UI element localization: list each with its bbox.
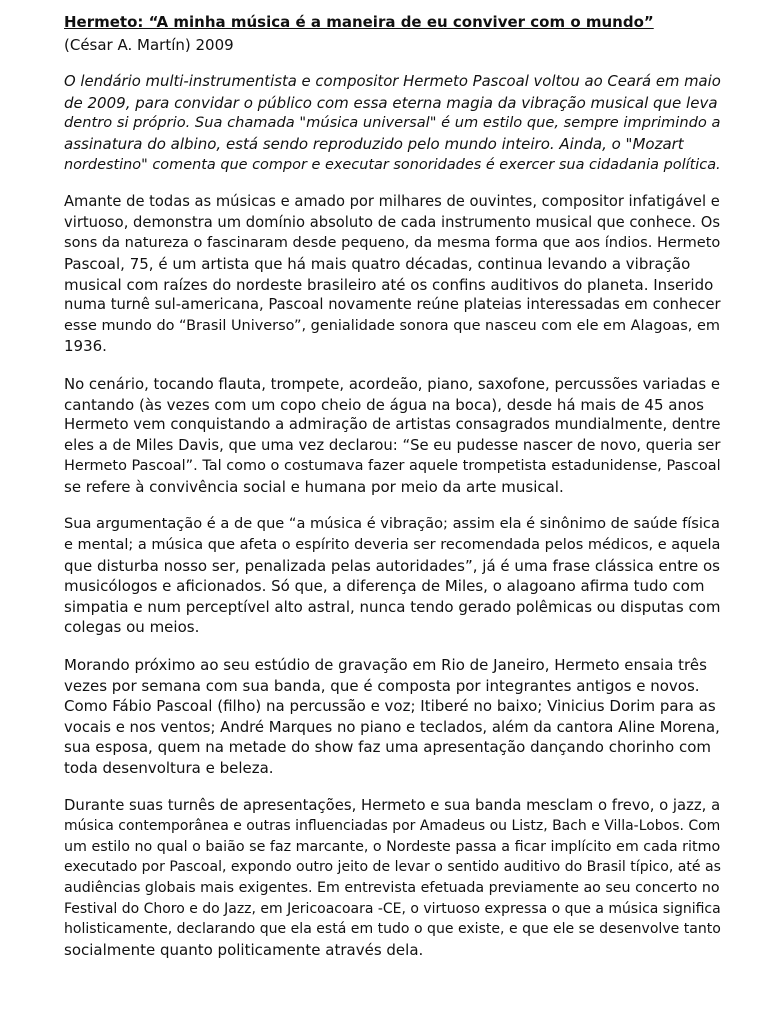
body-paragraph-1 (64, 192, 724, 357)
paragraph-line: que disturba nosso ser, penalizada pelas autoridades”, já é uma frase clássica entre os (64, 556, 720, 575)
paragraph-line: esse mundo do “Brasil Universo”, genialidade sonora que nasceu com ele em Alagoas, em (64, 317, 720, 334)
paragraph-line: Morando próximo ao seu estúdio de gravação em Rio de Janeiro, Hermeto ensaia três (64, 656, 707, 675)
paragraph-line: Hermeto vem conquistando a admiração de artistas consagrados mundialmente, dentre (64, 416, 721, 434)
paragraph-line: No cenário, tocando flauta, trompete, acordeão, piano, saxofone, percussões variadas e (64, 374, 720, 393)
paragraph-line: sua esposa, quem na metade do show faz uma apresentação dançando chorinho com (64, 738, 711, 757)
paragraph-line: sons da natureza o fascinaram desde pequeno, da mesma forma que aos índios. Hermeto (64, 234, 721, 252)
paragraph-line: executado por Pascoal, expondo outro jeito de levar o sentido auditivo do Brasil típico, até as (64, 859, 721, 876)
paragraph-line: toda desenvoltura e beleza. (64, 759, 274, 777)
intro-line: assinatura do albino, está sendo reproduzido pelo mundo inteiro. Ainda, o "Mozart (64, 134, 684, 153)
article-title: Hermeto: “A minha música é a maneira de eu conviver com o mundo” (64, 13, 654, 31)
paragraph-line: Hermeto Pascoal”. Tal como o costumava fazer aquele trompetista estadunidense, Pascoal (64, 458, 721, 475)
paragraph-line: e mental; a música que afeta o espírito deveria ser recomendada pelos médicos, e aquela (64, 537, 721, 554)
paragraph-line: se refere à convivência social e humana por meio da arte musical. (64, 477, 564, 496)
body-paragraph-4 (64, 655, 724, 779)
paragraph-line: Amante de todas as músicas e amado por milhares de ouvintes, compositor infatigável e (64, 193, 720, 211)
intro-line: nordestino" comenta que compor e executar sonoridades é exercer sua cidadania política. (64, 156, 721, 173)
paragraph-line: socialmente quanto politicamente através dela. (64, 940, 424, 959)
intro-paragraph (64, 72, 724, 175)
paragraph-line: Festival do Choro e do Jazz, em Jericoacoara -CE, o virtuoso expressa o que a música significa (64, 900, 721, 917)
body-paragraph-3 (64, 514, 724, 638)
paragraph-line: um estilo no qual o baião se faz marcante, o Nordeste passa a ficar implícito em cada ritmo (64, 838, 721, 855)
paragraph-line: numa turnê sul-americana, Pascoal novamente reúne plateias interessadas em conhecer (64, 296, 721, 314)
paragraph-line: 1936. (64, 337, 107, 356)
intro-line: de 2009, para convidar o público com essa eterna magia da vibração musical que leva (64, 93, 718, 112)
paragraph-line: Como Fábio Pascoal (filho) na percussão e voz; Itiberé no baixo; Vinicius Dorim para as (64, 697, 716, 716)
paragraph-line: colegas ou meios. (64, 618, 200, 637)
paragraph-line: Pascoal, 75, é um artista que há mais quatro décadas, continua levando a vibração (64, 254, 691, 273)
paragraph-line: musicólogos e aficionados. Só que, a diferença de Miles, o alagoano afirma tudo com (64, 577, 705, 596)
paragraph-line: cantando (às vezes com um copo cheio de água na boca), desde há mais de 45 anos (64, 395, 704, 414)
paragraph-line: Durante suas turnês de apresentações, Hermeto e sua banda mesclam o frevo, o jazz, a (64, 796, 721, 814)
document-page (64, 12, 724, 960)
body-paragraph-2 (64, 374, 724, 498)
paragraph-line: simpatia e num perceptível alto astral, nunca tendo gerado polêmicas ou disputas com (64, 597, 721, 616)
paragraph-line: holisticamente, declarando que ela está em tudo o que existe, e que ele se desenvolve tanto (64, 921, 721, 938)
paragraph-line: vezes por semana com sua banda, que é composta por integrantes antigos e novos. (64, 676, 700, 695)
article-byline: (César A. Martín) 2009 (64, 35, 234, 54)
intro-line: O lendário multi-instrumentista e compositor Hermeto Pascoal voltou ao Ceará em maio (64, 73, 721, 91)
paragraph-line: virtuoso, demonstra um domínio absoluto de cada instrumento musical que conhece. Os (64, 213, 720, 231)
paragraph-line: audiências globais mais exigentes. Em entrevista efetuada previamente ao seu concerto no (64, 879, 720, 896)
paragraph-line: vocais e nos ventos; André Marques no piano e teclados, além da cantora Aline Morena, (64, 717, 720, 736)
body-paragraph-5 (64, 796, 724, 961)
paragraph-line: eles a de Miles Davis, que uma vez declarou: “Se eu pudesse nascer de novo, queria ser (64, 436, 721, 454)
paragraph-line: musical com raízes do nordeste brasileiro até os confins auditivos do planeta. Inserido (64, 275, 714, 294)
intro-line: dentro si próprio. Sua chamada "música universal" é um estilo que, sempre imprimindo a (64, 114, 721, 132)
paragraph-line: música contemporânea e outras influenciadas por Amadeus ou Listz, Bach e Villa-Lobos. Com (64, 818, 721, 835)
paragraph-line: Sua argumentação é a de que “a música é vibração; assim ela é sinônimo de saúde física (64, 515, 720, 533)
